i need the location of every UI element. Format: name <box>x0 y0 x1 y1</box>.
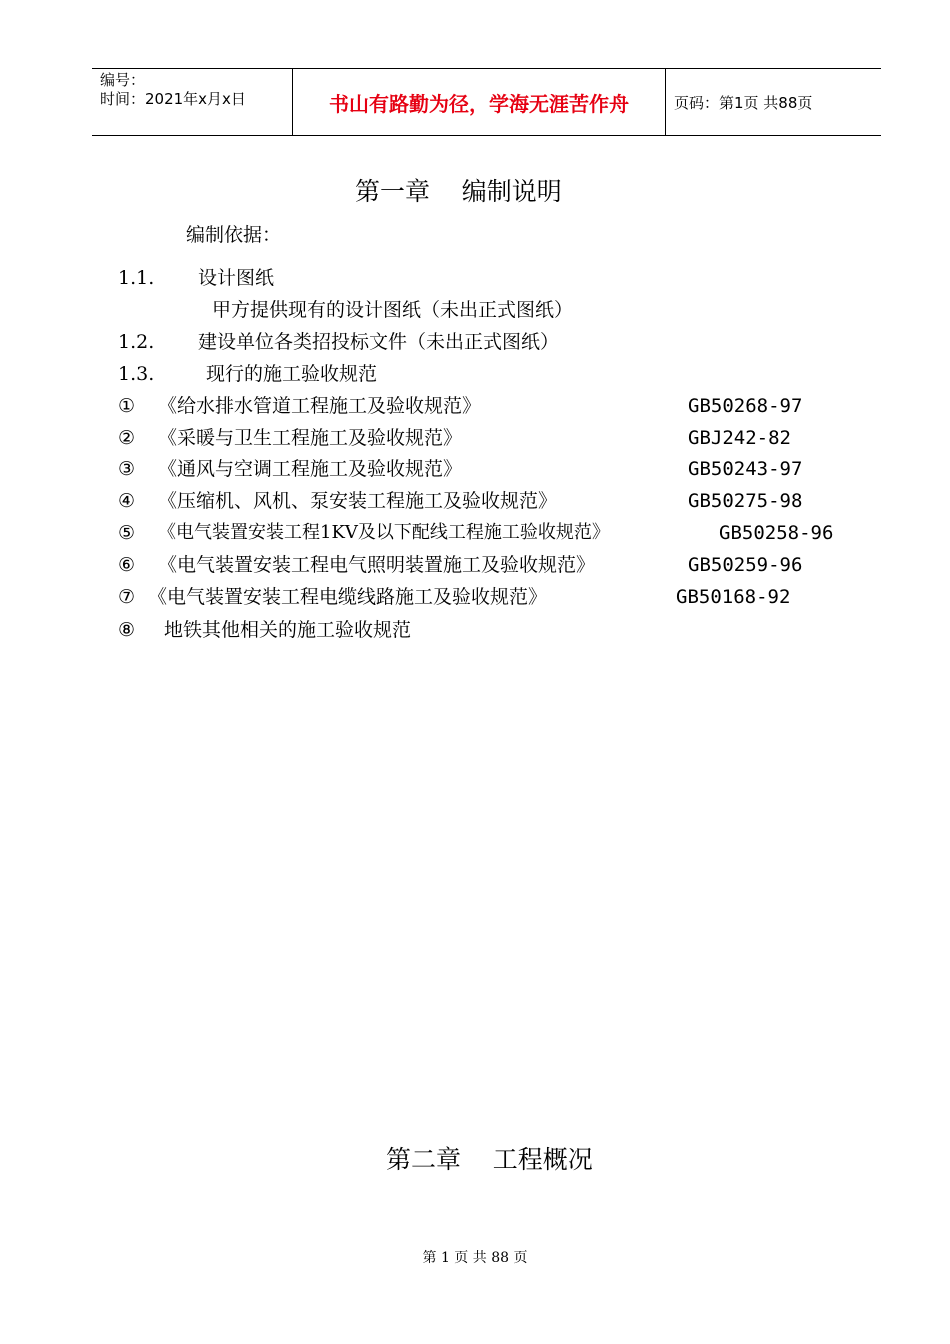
standard-6-name: 《电气装置安装工程电气照明装置施工及验收规范》 <box>158 554 596 576</box>
standard-6-code: GB50259-96 <box>688 554 803 576</box>
standard-1-mark: ① <box>118 395 136 417</box>
standard-1-code: GB50268-97 <box>688 395 803 417</box>
standard-3-name: 《通风与空调工程施工及验收规范》 <box>158 458 463 480</box>
chapter-2-title: 第二章 工程概况 <box>386 1145 593 1174</box>
page-header <box>92 68 881 136</box>
standard-5-mark: ⑤ <box>118 522 136 544</box>
item-1-2-text: 建设单位各类招投标文件（未出正式图纸） <box>198 331 560 353</box>
page-footer: 第 1 页 共 88 页 <box>422 1250 528 1266</box>
standard-5-name: 《电气装置安装工程1KV及以下配线工程施工验收规范》 <box>158 522 610 543</box>
standard-8-mark: ⑧ <box>118 619 136 641</box>
standard-4-code: GB50275-98 <box>688 490 803 512</box>
standard-2-name: 《采暖与卫生工程施工及验收规范》 <box>158 427 463 449</box>
standard-3-mark: ③ <box>118 458 136 480</box>
header-page-cell <box>666 69 881 135</box>
header-motto-cell <box>293 69 666 135</box>
basis-label: 编制依据： <box>186 224 282 246</box>
standard-6-mark: ⑥ <box>118 554 136 576</box>
page-info: 页码：第1页 共88页 <box>674 93 813 112</box>
standard-5-code: GB50258-96 <box>719 522 834 544</box>
standard-2-mark: ② <box>118 427 136 449</box>
number-label: 编号： <box>100 71 146 89</box>
standard-3-code: GB50243-97 <box>688 458 803 480</box>
item-1-3-text: 现行的施工验收规范 <box>206 363 378 385</box>
item-1-2-number: 1.2. <box>118 331 155 353</box>
motto-text: 书山有路勤为径，学海无涯苦作舟 <box>329 91 629 116</box>
standard-7-code: GB50168-92 <box>676 586 791 608</box>
item-1-1-text: 设计图纸 <box>198 267 275 289</box>
item-1-3-number: 1.3. <box>118 363 155 385</box>
standard-4-name: 《压缩机、风机、泵安装工程施工及验收规范》 <box>158 490 558 512</box>
time-label: 时间：2021年x月x日 <box>100 90 246 108</box>
header-meta-cell <box>92 69 293 135</box>
standard-7-mark: ⑦ <box>118 586 136 608</box>
standard-4-mark: ④ <box>118 490 136 512</box>
standard-7-name: 《电气装置安装工程电缆线路施工及验收规范》 <box>148 586 548 608</box>
standard-2-code: GBJ242-82 <box>688 427 791 449</box>
standard-8-name: 地铁其他相关的施工验收规范 <box>164 619 412 641</box>
item-1-1-number: 1.1. <box>118 267 155 289</box>
item-1-1-detail: 甲方提供现有的设计图纸（未出正式图纸） <box>212 299 574 321</box>
standard-1-name: 《给水排水管道工程施工及验收规范》 <box>158 395 482 417</box>
chapter-1-title: 第一章 编制说明 <box>355 177 562 206</box>
